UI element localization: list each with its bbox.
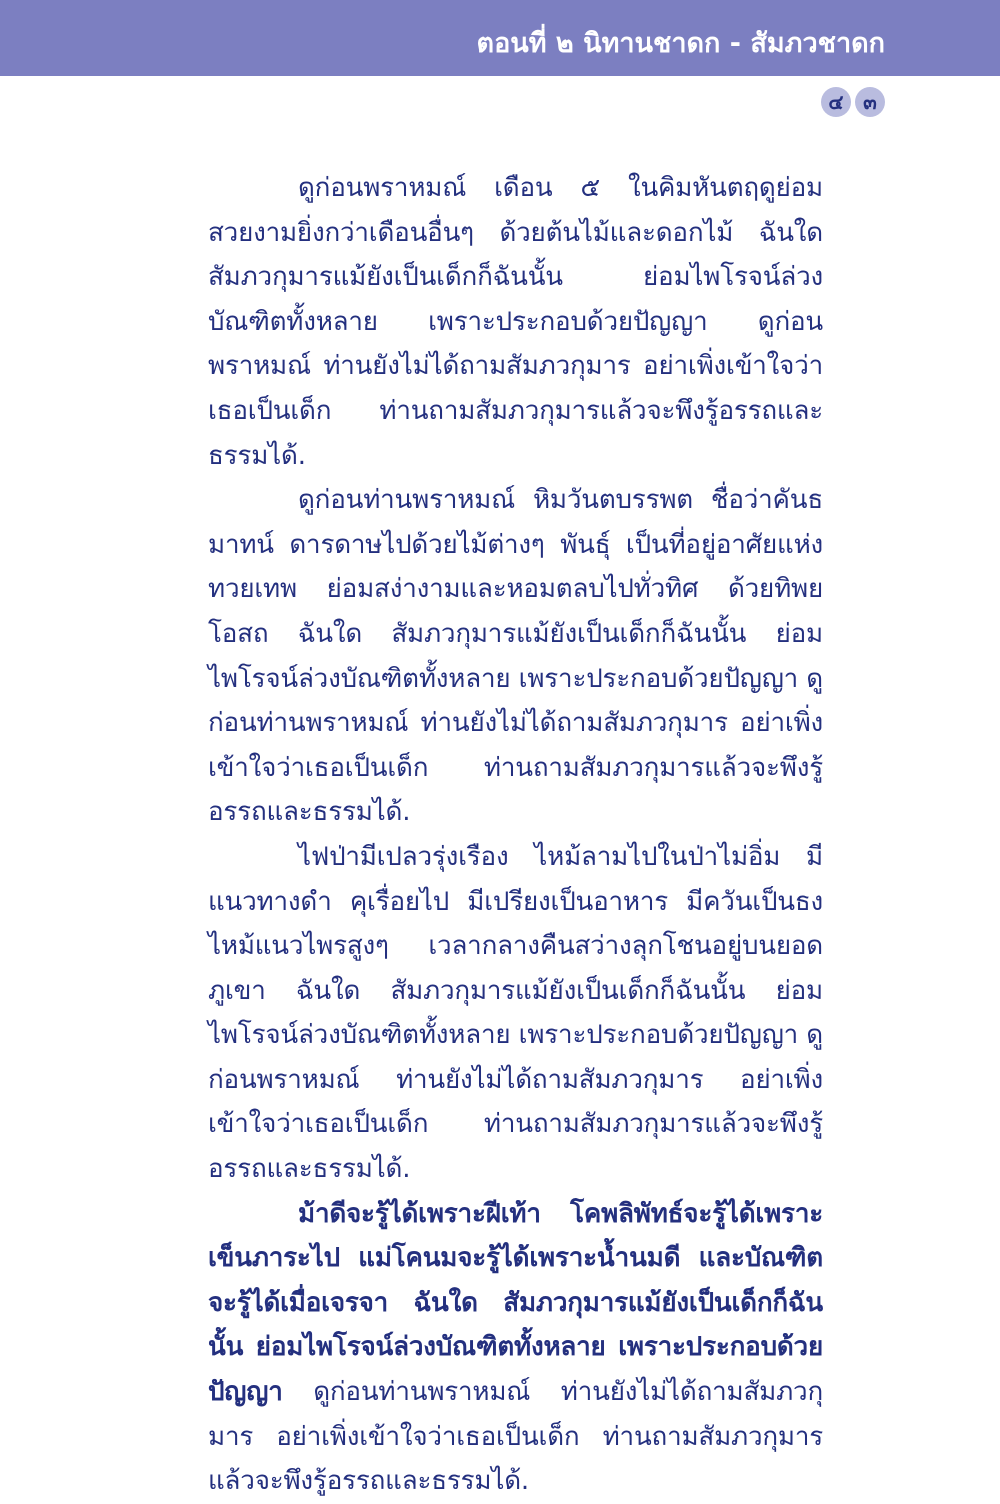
page-digit-badge: ๔ — [821, 87, 851, 117]
page-digit-badge: ๓ — [855, 87, 885, 117]
page-number — [821, 87, 885, 117]
paragraph: ดูก่อนพราหมณ์ เดือน ๕ ในคิมหันตฤดูย่อมสวยงามยิ่งกว่าเดือนอื่นๆ ด้วยต้นไม้และดอกไม้ ฉันใด สัมภวกุมารแม้ยังเป็นเด็กก็ฉันนั้น ย่อมไพโรจน์ล่วงบัณฑิตทั้งหลาย เพราะประกอบด้วยปัญญา ดูก่อนพราหมณ์ ท่านยังไม่ได้ถามสัมภวกุมาร อย่าเพิ่งเข้าใจว่าเธอเป็นเด็ก ท่านถามสัมภวกุมารแล้วจะพึงรู้อรรถและธรรมได้. — [208, 173, 823, 471]
paragraph: ดูก่อนท่านพราหมณ์ หิมวันตบรรพต ชื่อว่าคันธมาทน์ ดารดาษไปด้วยไม้ต่างๆ พันธุ์ เป็นที่อยู่อาศัยแห่งทวยเทพ ย่อมสง่างามและหอมตลบไปทั่วทิศ ด้วยทิพยโอสถ ฉันใด สัมภวกุมารแม้ยังเป็นเด็กก็ฉันนั้น ย่อมไพโรจน์ล่วงบัณฑิตทั้งหลาย เพราะประกอบด้วยปัญญา ดูก่อนท่านพราหมณ์ ท่านยังไม่ได้ถามสัมภวกุมาร อย่าเพิ่งเข้าใจว่าเธอเป็นเด็ก ท่านถามสัมภวกุมารแล้วจะพึงรู้อรรถและธรรมได้. — [208, 485, 823, 828]
paragraph-text: ดูก่อนท่านพราหมณ์ ท่านยังไม่ได้ถามสัมภวกุมาร อย่าเพิ่งเข้าใจว่าเธอเป็นเด็ก ท่านถามสัมภวกุมารแล้วจะพึงรู้อรรถและธรรมได้. — [208, 1377, 823, 1497]
chapter-title: ตอนที่ ๒ นิทานชาดก - สัมภวชาดก — [476, 28, 885, 59]
bold-verse: ม้าดีจะรู้ได้เพราะฝีเท้า โคพลิพัทธ์จะรู้ได้เพราะเข็นภาระไป แม่โคนมจะรู้ได้เพราะน้ำนมดี และบัณฑิตจะรู้ได้เมื่อเจรจา ฉันใด สัมภวกุมารแม้ยังเป็นเด็กก็ฉันนั้น ย่อมไพโรจน์ล่วงบัณฑิตทั้งหลาย เพราะประกอบด้วยปัญญา — [208, 1198, 823, 1408]
paragraph — [208, 1192, 823, 1504]
body-text — [208, 166, 823, 1504]
header-bar — [0, 0, 1000, 76]
paragraph: ไฟป่ามีเปลวรุ่งเรือง ไหม้ลามไปในป่าไม่อิ่ม มีแนวทางดำ คุเรื่อยไป มีเปรียงเป็นอาหาร มีควันเป็นธง ไหม้แนวไพรสูงๆ เวลากลางคืนสว่างลุกโชนอยู่บนยอดภูเขา ฉันใด สัมภวกุมารแม้ยังเป็นเด็กก็ฉันนั้น ย่อมไพโรจน์ล่วงบัณฑิตทั้งหลาย เพราะประกอบด้วยปัญญา ดูก่อนพราหมณ์ ท่านยังไม่ได้ถามสัมภวกุมาร อย่าเพิ่งเข้าใจว่าเธอเป็นเด็ก ท่านถามสัมภวกุมารแล้วจะพึงรู้อรรถและธรรมได้. — [208, 841, 823, 1185]
